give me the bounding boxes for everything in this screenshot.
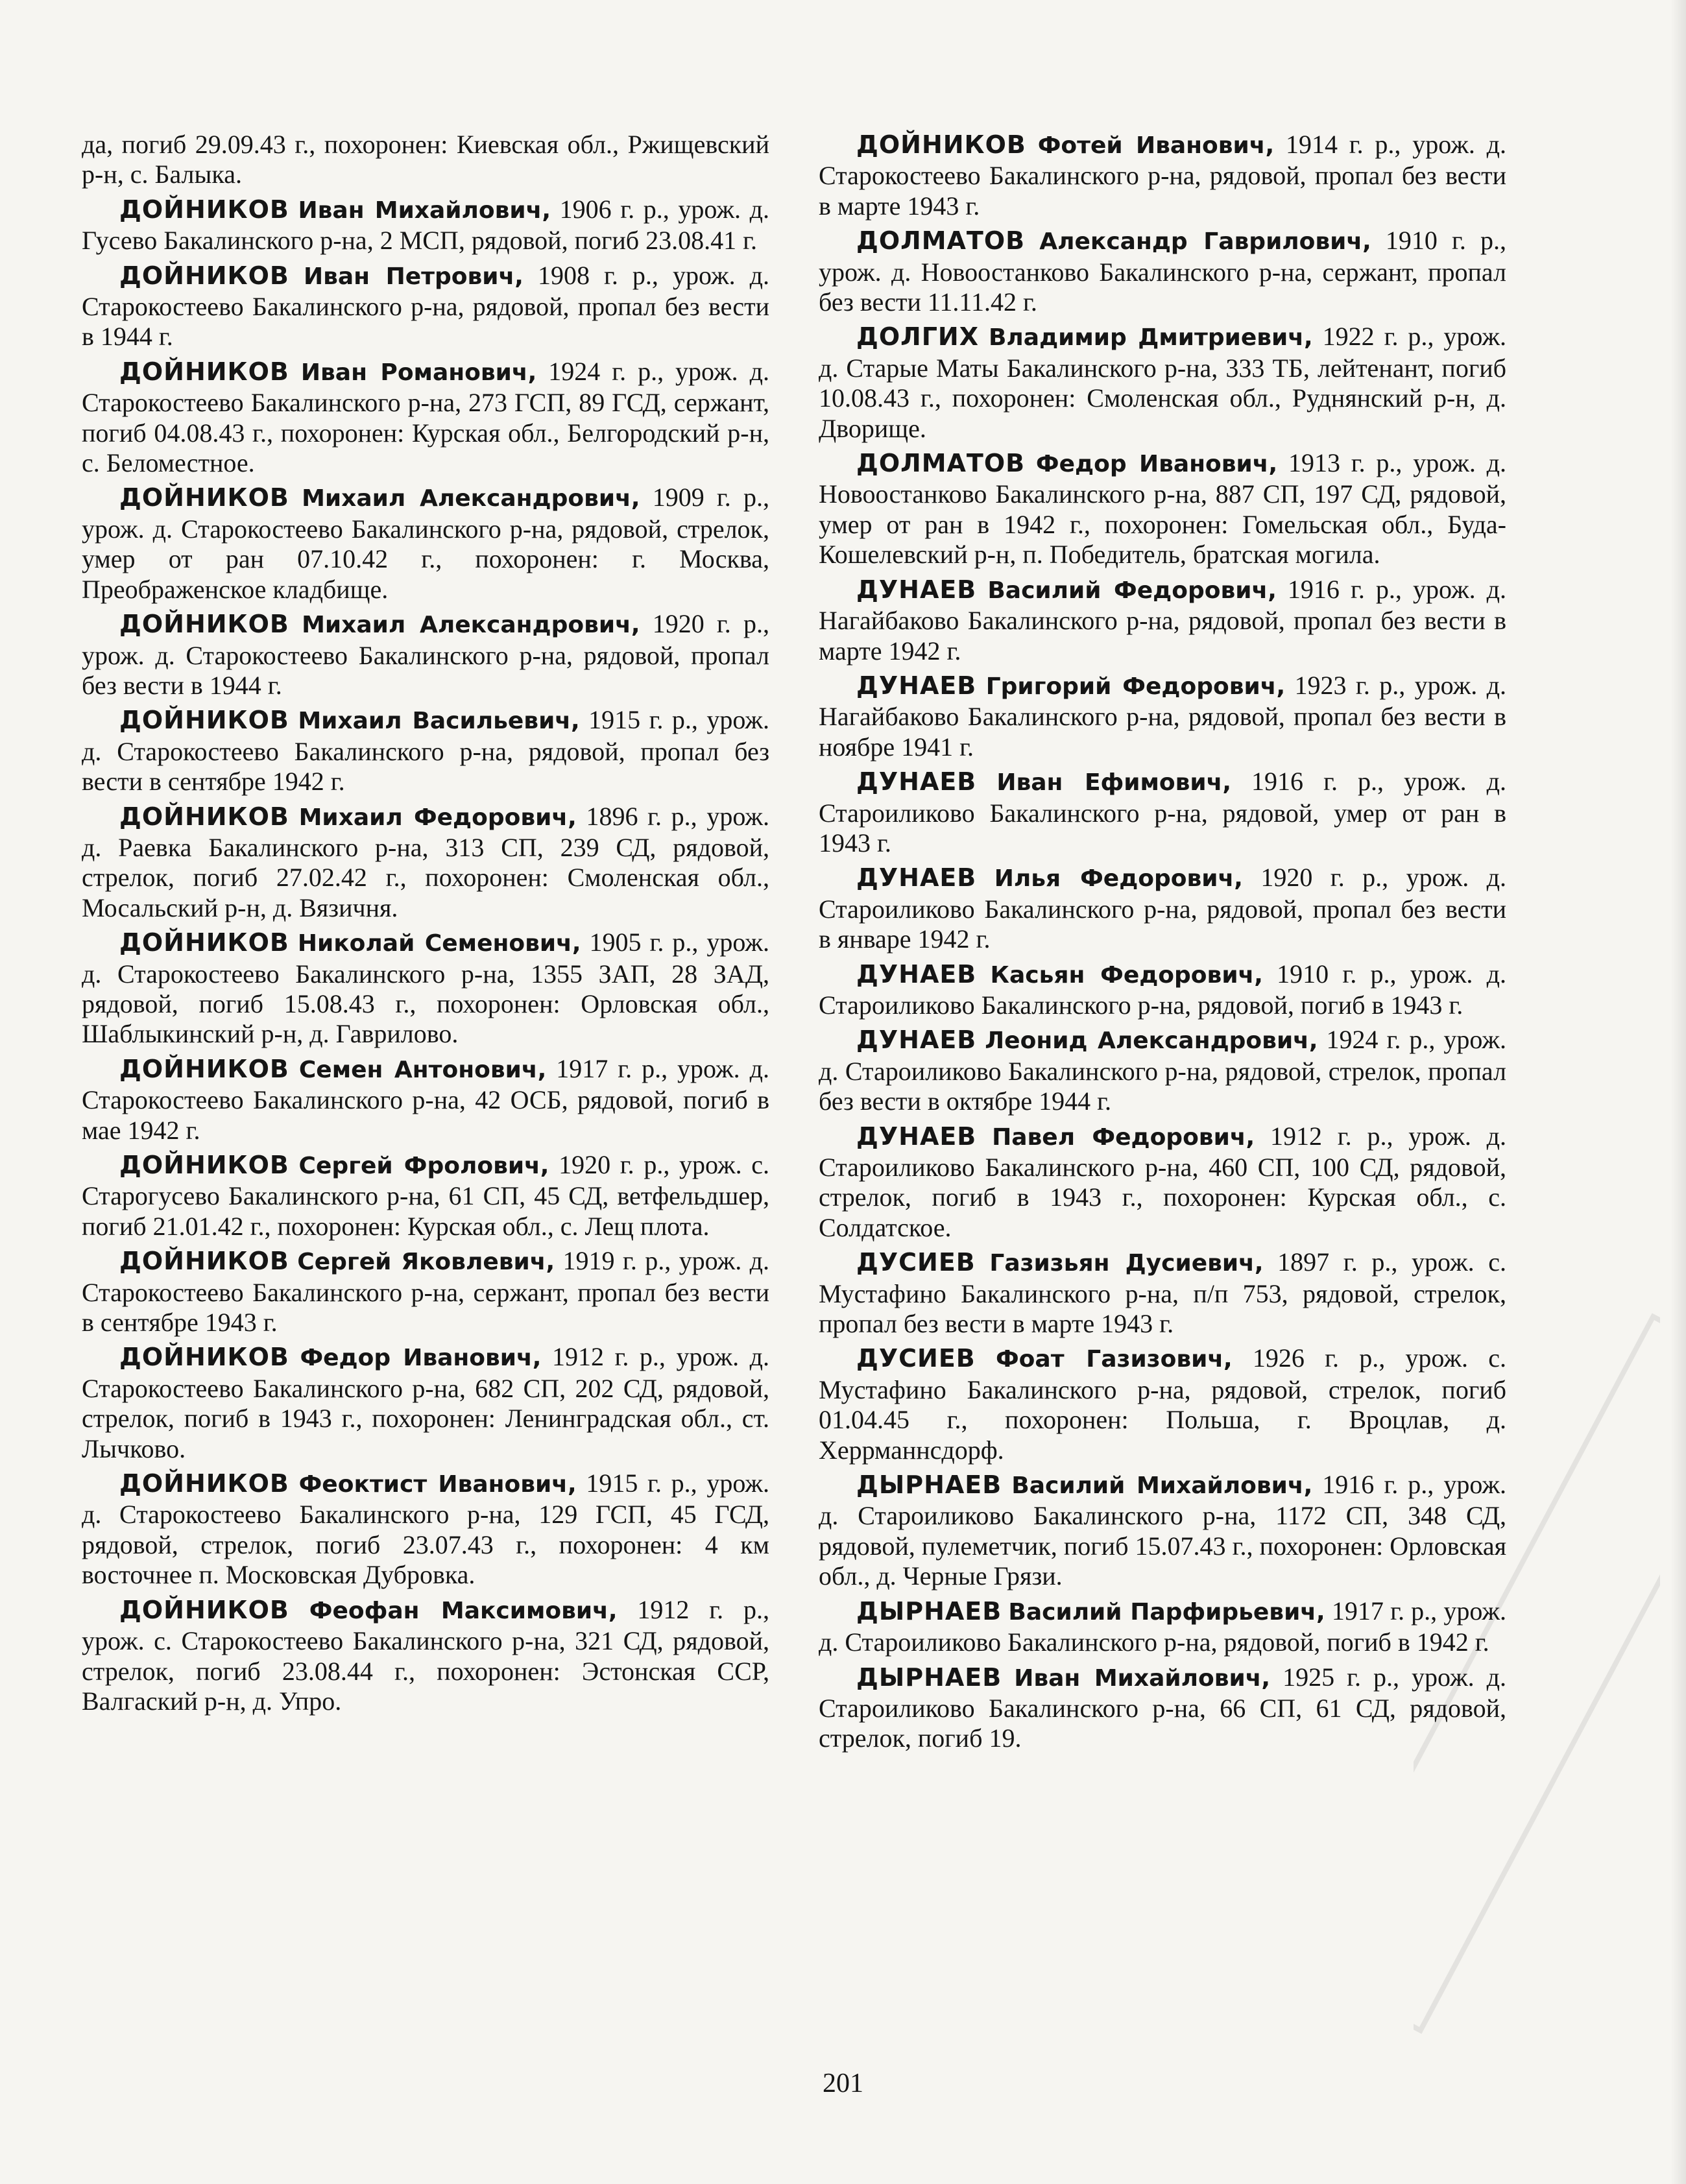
record-surname: ДУНАЕВ (856, 863, 977, 893)
scan-shadow (1670, 0, 1686, 2184)
record-surname: ДОЙНИКОВ (119, 1595, 289, 1624)
record-details: 1916 г. р., урож. д. Нагайбаково Бакалинского р-на, рядовой, пропал без вести в марте 1942 г. (819, 574, 1507, 666)
record-surname: ДУСИЕВ (856, 1248, 976, 1277)
record-details: 1914 г. р., урож. д. Старокостеево Бакалинского р-на, рядовой, пропал без вести в марте 1943 г. (819, 130, 1506, 221)
record-details: 1923 г. р., урож. д. Нагайбаково Бакалинского р-на, рядовой, пропал без вести в ноябре 1941 г. (819, 670, 1507, 762)
record-entry (82, 1246, 769, 1338)
record-entry (819, 322, 1506, 444)
record-surname: ДОЛМАТОВ (856, 226, 1026, 256)
record-details: 1924 г. р., урож. д. Староиликово Бакалинского р-на, рядовой, стрелок, пропал без вести в октябре 1944 г. (819, 1025, 1507, 1116)
record-entry (819, 1247, 1506, 1339)
record-given-name: Касьян Федорович, (990, 961, 1263, 989)
record-surname: ДЫРНАЕВ (856, 1662, 1002, 1692)
record-given-name: Михаил Федорович, (298, 804, 577, 831)
record-surname: ДОЙНИКОВ (119, 261, 289, 290)
record-entry (819, 1122, 1506, 1243)
record-surname: ДУНАЕВ (856, 1026, 977, 1055)
record-surname: ДОЙНИКОВ (119, 1054, 289, 1083)
record-given-name: Феофан Максимович, (309, 1597, 618, 1624)
record-entry (819, 1343, 1506, 1465)
record-surname: ДУНАЕВ (856, 575, 977, 604)
record-given-name: Михаил Александрович, (302, 612, 640, 639)
record-given-name: Василий Федорович, (987, 577, 1277, 604)
record-entry (82, 1342, 769, 1464)
record-details: 1920 г. р., урож. с. Старогусево Бакалинского р-на, 61 СП, 45 СД, ветфельдшер, погиб 21.01.42 г., похоронен: Курская обл., с. Лещ плота. (82, 1150, 769, 1241)
record-details: 1908 г. р., урож. д. Старокостеево Бакалинского р-на, рядовой, пропал без вести в 1944 г. (82, 260, 770, 352)
record-entry (819, 1470, 1506, 1592)
record-details: 1924 г. р., урож. д. Старокостеево Бакалинского р-на, 273 ГСП, 89 ГСД, сержант, погиб 04.08.43 г., похоронен: Курская обл., Белгородский р-н, с. Беломестное. (82, 356, 770, 478)
record-details: 1920 г. р., урож. д. Староиликово Бакалинского р-на, рядовой, пропал без вести в январе 1942 г. (819, 863, 1507, 954)
record-entry (82, 609, 769, 701)
record-surname: ДОЙНИКОВ (119, 928, 289, 957)
record-entry (819, 1025, 1506, 1116)
record-given-name: Семен Антонович, (298, 1056, 547, 1083)
record-entry (819, 959, 1506, 1021)
record-given-name: Сергей Фролович, (298, 1153, 549, 1179)
record-given-name: Григорий Федорович, (985, 673, 1286, 700)
record-details: 1925 г. р., урож. д. Староиликово Бакалинского р-на, 66 СП, 61 СД, рядовой, стрелок, погиб 19. (819, 1662, 1506, 1753)
record-given-name: Илья Федорович, (994, 865, 1243, 893)
record-given-name: Николай Семенович, (297, 930, 581, 957)
record-entry (819, 226, 1506, 317)
record-entry (819, 130, 1506, 221)
record-entry (819, 767, 1506, 858)
record-details: 1896 г. р., урож. д. Раевка Бакалинского р-на, 313 СП, 239 СД, рядовой, стрелок, погиб 27.02.42 г., похоронен: Смоленская обл., Мосальский р-н, д. Вязичня. (82, 801, 769, 922)
record-details: 1916 г. р., урож. д. Староиликово Бакалинского р-на, 1172 СП, 348 СД, рядовой, пулеметчик, погиб 15.07.43 г., похоронен: Орловская обл., д. Черные Грязи. (819, 1470, 1506, 1591)
record-surname: ДУСИЕВ (856, 1344, 976, 1373)
record-details: 1905 г. р., урож. д. Старокостеево Бакалинского р-на, 1355 ЗАП, 28 ЗАД, рядовой, погиб 15.08.43 г., похоронен: Орловская обл., Шаблыкинский р-н, д. Гаврилово. (82, 928, 769, 1049)
record-surname: ДЫРНАЕВ (856, 1596, 1002, 1626)
record-surname: ДОЙНИКОВ (119, 195, 289, 224)
record-details: 1906 г. р., урож. д. Гусево Бакалинского р-на, 2 МСП, рядовой, погиб 23.08.41 г. (82, 194, 769, 256)
record-entry (82, 195, 769, 256)
record-given-name: Федор Иванович, (1035, 451, 1278, 478)
record-details: 1916 г. р., урож. д. Староиликово Бакалинского р-на, рядовой, умер от ран в 1943 г. (819, 767, 1507, 858)
record-entry (82, 261, 769, 352)
record-given-name: Фоат Газизович, (995, 1346, 1233, 1373)
record-entry (82, 802, 769, 924)
record-surname: ДУНАЕВ (856, 1122, 977, 1151)
record-entry (82, 1150, 769, 1242)
record-entry (819, 575, 1506, 666)
record-details: 1912 г. р., урож. д. Старокостеево Бакалинского р-на, 682 СП, 202 СД, рядовой, стрелок, погиб в 1943 г., похоронен: Ленинградская обл., ст. Лычково. (82, 1342, 770, 1463)
record-entry (82, 1469, 769, 1590)
record-details: 1920 г. р., урож. д. Старокостеево Бакалинского р-на, рядовой, пропал без вести в 1944 г. (82, 609, 769, 700)
record-entry (82, 357, 769, 479)
record-surname: ДОЛМАТОВ (856, 449, 1026, 478)
record-details: 1917 г. р., урож. д. Староиликово Бакалинского р-на, рядовой, погиб в 1942 г. (819, 1596, 1506, 1657)
record-details: 1915 г. р., урож. д. Старокостеево Бакалинского р-на, рядовой, пропал без вести в сентябре 1942 г. (82, 705, 769, 797)
page-number: 201 (823, 2069, 863, 2098)
record-surname: ДОЙНИКОВ (119, 357, 289, 386)
right-column (819, 130, 1506, 1758)
record-given-name: Владимир Дмитриевич, (988, 324, 1313, 352)
record-surname: ДОЙНИКОВ (119, 1151, 289, 1179)
record-given-name: Федор Иванович, (300, 1345, 542, 1372)
record-given-name: Михаил Александрович, (302, 485, 640, 512)
record-surname: ДОЙНИКОВ (119, 802, 289, 831)
record-entry (819, 1596, 1506, 1658)
record-entry (82, 130, 769, 190)
record-given-name: Александр Гаврилович, (1039, 228, 1371, 256)
record-details: 1909 г. р., урож. д. Старокостеево Бакалинского р-на, рядовой, стрелок, умер от ран 07.10.42 г., похоронен: г. Москва, Преображенское кладбище. (82, 483, 769, 604)
record-entry (82, 1595, 769, 1717)
record-given-name: Иван Михайлович, (298, 197, 551, 224)
record-given-name: Василий Парфирьевич, (1008, 1598, 1325, 1626)
record-entry (819, 863, 1506, 954)
record-details: 1910 г. р., урож. д. Староиликово Бакалинского р-на, рядовой, погиб в 1943 г. (819, 959, 1507, 1020)
left-column (82, 130, 769, 1721)
record-entry (819, 671, 1506, 762)
record-entry (82, 705, 769, 797)
record-surname: ДОЙНИКОВ (119, 1343, 289, 1372)
record-surname: ДОЙНИКОВ (119, 706, 289, 735)
record-surname: ДОЙНИКОВ (119, 610, 289, 639)
record-given-name: Василий Михайлович, (1011, 1472, 1313, 1500)
record-surname: ДОЙНИКОВ (119, 1469, 289, 1498)
record-details: да, погиб 29.09.43 г., похоронен: Киевская обл., Ржищевский р-н, с. Балыка. (82, 130, 769, 189)
record-details: 1910 г. р., урож. д. Новоостанково Бакалинского р-на, сержант, пропал без вести 11.11.42 г. (819, 226, 1507, 317)
record-given-name: Иван Романович, (300, 359, 537, 386)
record-given-name: Фотей Иванович, (1037, 132, 1275, 159)
record-given-name: Иван Михайлович, (1014, 1664, 1271, 1692)
record-details: 1912 г. р., урож. с. Старокостеево Бакалинского р-на, 321 СД, рядовой, стрелок, погиб 23.08.44 г., похоронен: Эстонская ССР, Валгаский р-н, д. Упро. (82, 1594, 770, 1716)
record-entry (82, 928, 769, 1050)
record-details: 1915 г. р., урож. д. Старокостеево Бакалинского р-на, 129 ГСП, 45 ГСД, рядовой, стрелок, погиб 23.07.43 г., похоронен: 4 км восточнее п. Московская Дубровка. (82, 1469, 769, 1590)
record-details: 1919 г. р., урож. д. Старокостеево Бакалинского р-на, сержант, пропал без вести в сентябре 1943 г. (82, 1246, 770, 1338)
record-details: 1912 г. р., урож. д. Староиликово Бакалинского р-на, 460 СП, 100 СД, рядовой, стрелок, погиб в 1943 г., похоронен: Курская обл., с. Солдатское. (819, 1121, 1507, 1242)
record-surname: ДОЛГИХ (856, 322, 980, 352)
record-given-name: Леонид Александрович, (985, 1027, 1318, 1055)
record-given-name: Иван Петрович, (303, 263, 524, 290)
record-details: 1897 г. р., урож. с. Мустафино Бакалинского р-на, п/п 753, рядовой, стрелок, пропал без вести в марте 1943 г. (819, 1247, 1507, 1339)
record-surname: ДЫРНАЕВ (856, 1470, 1002, 1500)
record-details: 1926 г. р., урож. с. Мустафино Бакалинского р-на, рядовой, стрелок, погиб 01.04.45 г., похоронен: Польша, г. Вроцлав, д. Херрманнсдорф. (819, 1343, 1507, 1465)
record-details: 1917 г. р., урож. д. Старокостеево Бакалинского р-на, 42 ОСБ, рядовой, погиб в мае 1942 г. (82, 1053, 770, 1145)
record-surname: ДУНАЕВ (856, 767, 977, 797)
record-surname: ДОЙНИКОВ (119, 1247, 289, 1276)
record-entry (819, 1662, 1506, 1754)
record-given-name: Феоктист Иванович, (298, 1471, 577, 1498)
record-entry (819, 448, 1506, 570)
record-given-name: Михаил Васильевич, (298, 708, 580, 735)
record-given-name: Иван Ефимович, (996, 769, 1232, 797)
record-given-name: Павел Федорович, (992, 1123, 1255, 1151)
record-entry (82, 1054, 769, 1146)
record-entry (82, 483, 769, 605)
record-surname: ДУНАЕВ (856, 671, 977, 700)
record-surname: ДУНАЕВ (856, 959, 977, 989)
record-details: 1922 г. р., урож. д. Старые Маты Бакалинского р-на, 333 ТБ, лейтенант, погиб 10.08.43 г., похоронен: Смоленская обл., Руднянский р-н, д. Дворище. (819, 322, 1506, 443)
record-given-name: Сергей Яковлевич, (297, 1249, 555, 1276)
record-given-name: Газизьян Дусиевич, (989, 1250, 1264, 1277)
record-surname: ДОЙНИКОВ (119, 483, 289, 512)
record-surname: ДОЙНИКОВ (856, 130, 1026, 159)
record-details: 1913 г. р., урож. д. Новоостанково Бакалинского р-на, 887 СП, 197 СД, рядовой, умер от ран в 1942 г., похоронен: Гомельская обл., Буда-Кошелевский р-н, п. Победитель, братская могила. (819, 448, 1507, 570)
